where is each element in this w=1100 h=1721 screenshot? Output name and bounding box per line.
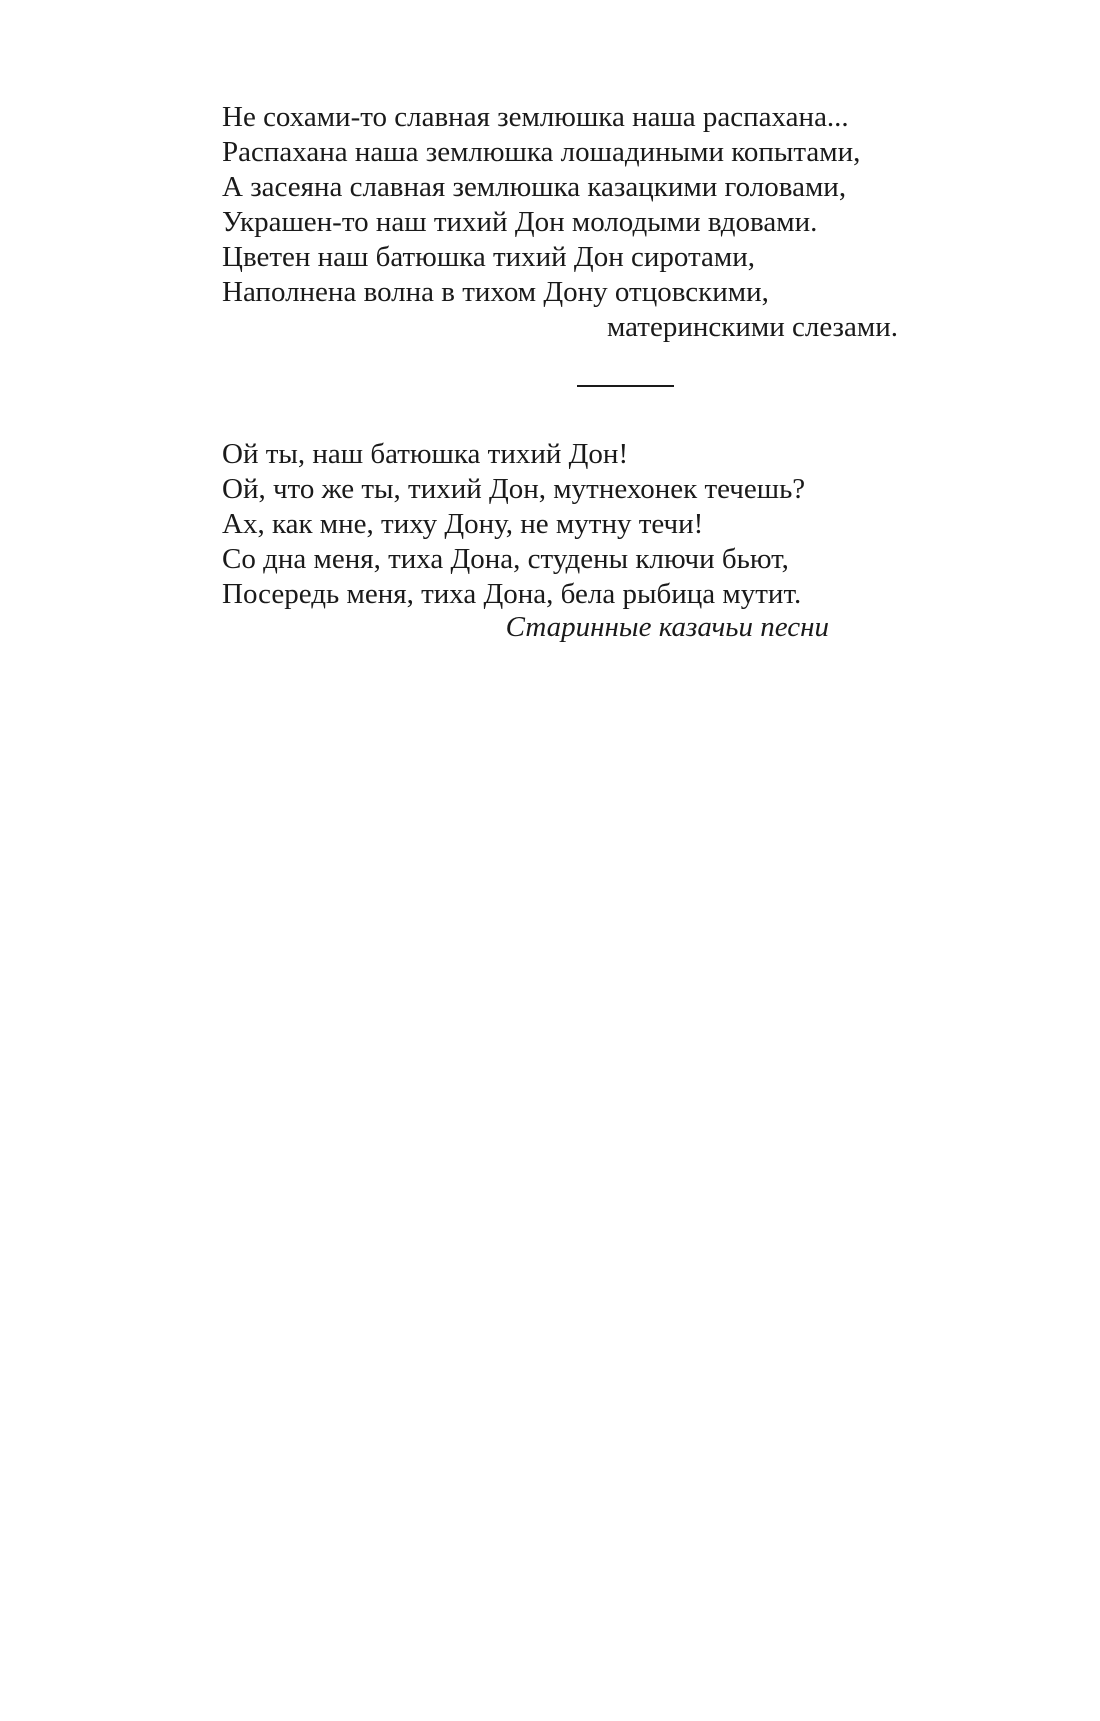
verse-line: А засеяна славная землюшка казацкими головами,	[222, 171, 847, 203]
stanza-separator-rule	[577, 385, 674, 387]
verse-line: Со дна меня, тиха Дона, студены ключи бьют,	[222, 543, 789, 575]
epigraph-attribution: Старинные казачьи песни	[505, 611, 829, 643]
epigraph-stanza-first	[222, 100, 902, 345]
verse-line: Украшен-то наш тихий Дон молодыми вдовами.	[222, 206, 818, 238]
verse-line: Цветен наш батюшка тихий Дон сиротами,	[222, 241, 756, 273]
verse-line: Распахана наша землюшка лошадиными копытами,	[222, 136, 861, 168]
verse-line: Наполнена волна в тихом Дону отцовскими,	[222, 276, 769, 308]
verse-line-continuation: материнскими слезами.	[607, 311, 898, 343]
verse-line: Ах, как мне, тиху Дону, не мутну течи!	[222, 508, 704, 540]
verse-line: Ой, что же ты, тихий Дон, мутнехонек течешь?	[222, 473, 806, 505]
verse-line: Посередь меня, тиха Дона, бела рыбица мутит.	[222, 578, 802, 610]
verse-line: Ой ты, наш батюшка тихий Дон!	[222, 438, 629, 470]
verse-line: Не сохами-то славная землюшка наша распахана...	[222, 101, 849, 133]
epigraph-stanza-second	[222, 437, 902, 612]
